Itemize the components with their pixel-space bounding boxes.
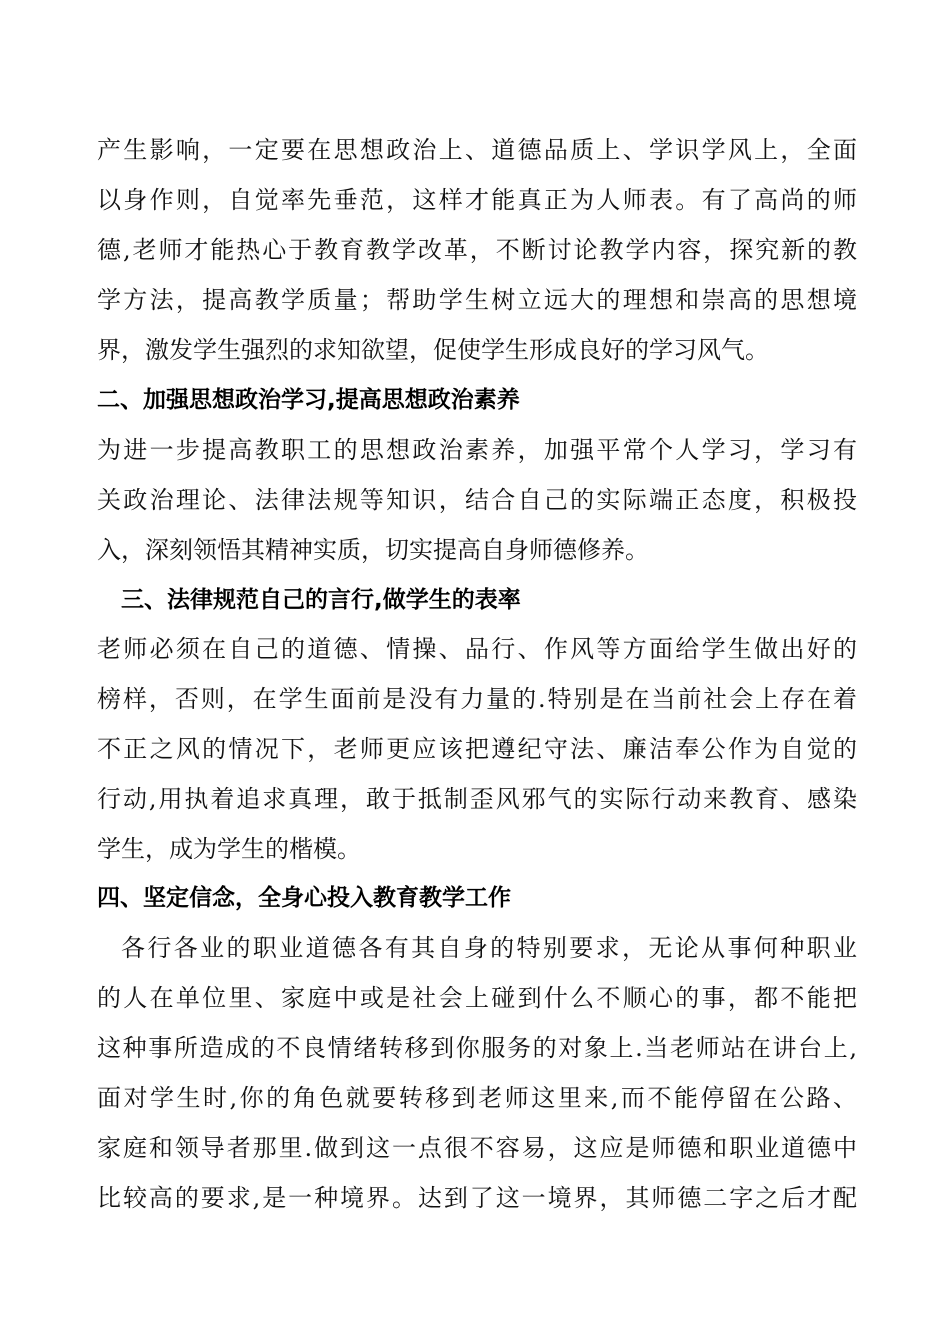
paragraph-4-line-6: 比较高的要求,是一种境界。达到了这一境界，其师德二字之后才配 [97, 1184, 857, 1212]
paragraph-3-line-4: 行动,用执着追求真理，敢于抵制歪风邪气的实际行动来教育、感染 [97, 785, 857, 813]
paragraph-2-line-1: 为进一步提高教职工的思想政治素养，加强平常个人学习，学习有 [97, 436, 857, 464]
paragraph-1-line-3: 德,老师才能热心于教育教学改革，不断讨论教学内容，探究新的教 [97, 236, 857, 264]
paragraph-4-line-2: 的人在单位里、家庭中或是社会上碰到什么不顺心的事，都不能把 [97, 984, 857, 1012]
paragraph-3-line-2: 榜样，否则，在学生面前是没有力量的.特别是在当前社会上存在着 [97, 685, 857, 713]
paragraph-1-line-1: 产生影响，一定要在思想政治上、道德品质上、学识学风上，全面 [97, 136, 857, 164]
paragraph-4-line-3: 这种事所造成的不良情绪转移到你服务的对象上.当老师站在讲台上, [97, 1034, 857, 1062]
section-heading-3: 三、法律规范自己的言行,做学生的表率 [121, 587, 521, 613]
paragraph-4-line-5: 家庭和领导者那里.做到这一点很不容易，这应是师德和职业道德中 [97, 1134, 857, 1162]
paragraph-1-line-5: 界，激发学生强烈的求知欲望，促使学生形成良好的学习风气。 [97, 336, 769, 364]
section-heading-4: 四、坚定信念，全身心投入教育教学工作 [97, 885, 511, 911]
paragraph-1-line-4: 学方法，提高教学质量；帮助学生树立远大的理想和崇高的思想境 [97, 286, 857, 314]
paragraph-4-line-4: 面对学生时,你的角色就要转移到老师这里来,而不能停留在公路、 [97, 1084, 857, 1112]
paragraph-3-line-1: 老师必须在自己的道德、情操、品行、作风等方面给学生做出好的 [97, 635, 857, 663]
section-heading-2: 二、加强思想政治学习,提高思想政治素养 [97, 387, 520, 413]
paragraph-3-line-5: 学生，成为学生的楷模。 [97, 835, 361, 863]
paragraph-4-line-1: 各行各业的职业道德各有其自身的特别要求，无论从事何种职业 [121, 934, 857, 962]
paragraph-1-line-2: 以身作则，自觉率先垂范，这样才能真正为人师表。有了高尚的师 [97, 186, 857, 214]
paragraph-2-line-2: 关政治理论、法律法规等知识，结合自己的实际端正态度，积极投 [97, 486, 857, 514]
paragraph-2-line-3: 入，深刻领悟其精神实质，切实提高自身师德修养。 [97, 536, 649, 564]
paragraph-3-line-3: 不正之风的情况下，老师更应该把遵纪守法、廉洁奉公作为自觉的 [97, 735, 857, 763]
